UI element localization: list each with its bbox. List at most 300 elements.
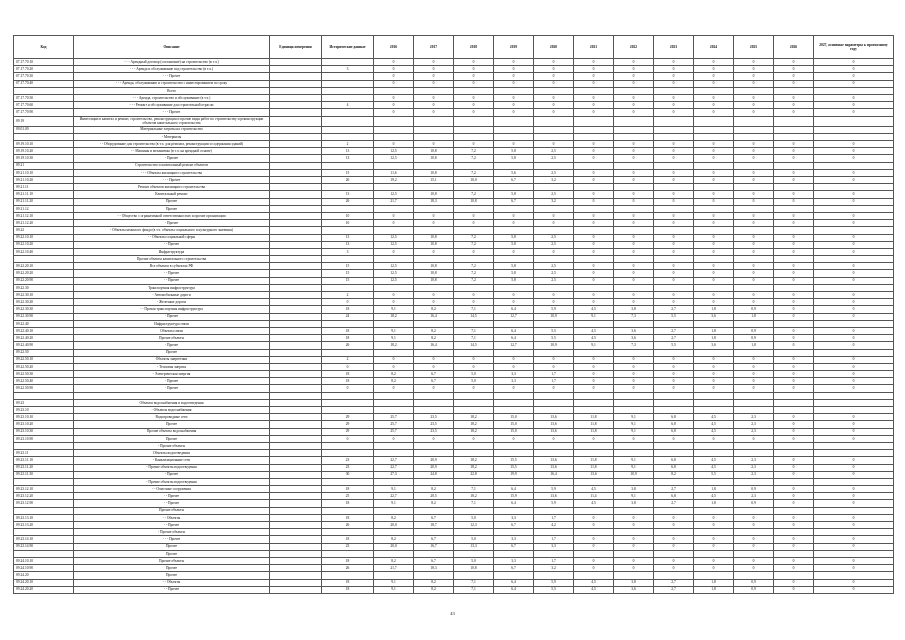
code-cell [14, 392, 74, 399]
table-row [14, 313, 894, 320]
table-row [14, 435, 894, 442]
code-cell: 09.23.10.20 [14, 421, 74, 428]
value-cell [494, 116, 534, 126]
value-cell [574, 392, 614, 399]
value-cell: 23,5 [414, 414, 454, 421]
value-cell: 0 [734, 270, 774, 277]
value-cell: 23 [322, 543, 374, 550]
value-cell: 0 [774, 198, 814, 205]
value-cell: 8,2 [374, 514, 414, 521]
value-cell: 0 [734, 220, 774, 227]
value-cell: 0 [694, 543, 734, 550]
code-cell: 09.21.10.20 [14, 177, 74, 184]
code-cell: 09.23.11.30 [14, 471, 74, 478]
value-cell [414, 572, 454, 579]
code-cell: 09.21.11.10 [14, 191, 74, 198]
description-cell: Прочее [74, 349, 270, 356]
code-cell: 09.21.12.20 [14, 220, 74, 227]
value-cell [454, 116, 494, 126]
value-cell: 0 [734, 356, 774, 363]
value-cell: 0 [734, 73, 774, 80]
value-cell: 29 [322, 421, 374, 428]
value-cell: 6,4 [494, 327, 534, 334]
value-cell: 2,3 [734, 428, 774, 435]
code-cell: 09.21 [14, 162, 74, 169]
value-cell: 0 [814, 421, 894, 428]
value-cell: 0 [814, 313, 894, 320]
value-cell [270, 514, 322, 521]
value-cell: 0 [414, 363, 454, 370]
value-cell [614, 507, 654, 514]
description-cell: - Прочее [74, 471, 270, 478]
value-cell [574, 87, 614, 94]
value-cell: 4,5 [574, 306, 614, 313]
value-cell: 0 [374, 59, 414, 66]
value-cell: 6,8 [654, 457, 694, 464]
value-cell: 0 [734, 363, 774, 370]
table-row [14, 529, 894, 536]
value-cell: 18 [322, 500, 374, 507]
value-cell: 2,3 [734, 464, 774, 471]
value-cell [734, 478, 774, 485]
value-cell [654, 478, 694, 485]
value-cell [814, 87, 894, 94]
value-cell: 0 [414, 80, 454, 87]
value-cell [270, 349, 322, 356]
value-cell: 0 [614, 94, 654, 101]
value-cell: 0 [814, 241, 894, 248]
value-cell: 20,9 [414, 464, 454, 471]
value-cell: 1,8 [734, 342, 774, 349]
value-cell: 11,8 [574, 421, 614, 428]
value-cell: 0 [654, 220, 694, 227]
value-cell: 0 [774, 514, 814, 521]
value-cell [574, 407, 614, 414]
value-cell: 0 [654, 435, 694, 442]
value-cell: 0 [654, 148, 694, 155]
description-cell: - Прочие объекты [74, 529, 270, 536]
table-row [14, 116, 894, 126]
column-header: 2021 [574, 36, 614, 59]
value-cell: 0 [494, 80, 534, 87]
value-cell: 18,2 [454, 428, 494, 435]
value-cell: 0 [534, 141, 574, 148]
value-cell: 10,0 [454, 177, 494, 184]
value-cell: 10,9 [534, 313, 574, 320]
value-cell [534, 126, 574, 133]
value-cell: 0 [454, 220, 494, 227]
value-cell: 0 [774, 292, 814, 299]
value-cell: 26 [322, 565, 374, 572]
value-cell: 0 [614, 435, 654, 442]
value-cell [574, 205, 614, 212]
value-cell: 2,5 [534, 241, 574, 248]
value-cell [814, 256, 894, 263]
value-cell [414, 162, 454, 169]
table-row [14, 586, 894, 593]
value-cell: 0 [774, 327, 814, 334]
value-cell [270, 270, 322, 277]
value-cell [654, 133, 694, 140]
description-cell: Прочее [74, 550, 270, 557]
page-number: 43 [450, 611, 455, 616]
value-cell [774, 227, 814, 234]
value-cell: 0 [534, 94, 574, 101]
value-cell: 0 [494, 141, 534, 148]
value-cell: 0 [734, 514, 774, 521]
column-header: Код [14, 36, 74, 59]
value-cell: 0 [814, 514, 894, 521]
value-cell: 5,0 [454, 557, 494, 564]
value-cell [454, 184, 494, 191]
value-cell [534, 572, 574, 579]
code-cell [14, 478, 74, 485]
description-cell: - - Прочее [74, 522, 270, 529]
table-row [14, 80, 894, 87]
value-cell: 0 [454, 435, 494, 442]
value-cell: 0 [574, 356, 614, 363]
value-cell: 0 [694, 191, 734, 198]
value-cell: 0 [414, 385, 454, 392]
value-cell: 3,2 [534, 565, 574, 572]
value-cell: 6,4 [494, 586, 534, 593]
code-cell: 09.22.50.90 [14, 385, 74, 392]
value-cell [614, 550, 654, 557]
description-cell: - - Объекты [74, 514, 270, 521]
description-cell: Объекты водоотведения [74, 450, 270, 457]
value-cell: 0 [494, 220, 534, 227]
value-cell [774, 349, 814, 356]
value-cell [494, 227, 534, 234]
value-cell: 2,5 [534, 169, 574, 176]
value-cell: 0 [694, 292, 734, 299]
value-cell: 11,4 [574, 493, 614, 500]
description-cell: - - - Прочее [74, 73, 270, 80]
value-cell [734, 87, 774, 94]
value-cell [494, 399, 534, 406]
value-cell: 3,8 [614, 306, 654, 313]
value-cell: 0 [734, 102, 774, 109]
value-cell [734, 227, 774, 234]
value-cell: 0 [814, 80, 894, 87]
value-cell [270, 320, 322, 327]
value-cell: 0 [654, 241, 694, 248]
value-cell: 2,5 [534, 155, 574, 162]
value-cell: 2,5 [534, 191, 574, 198]
code-cell: 09.22.20.10 [14, 263, 74, 270]
value-cell: 1,7 [534, 514, 574, 521]
value-cell: 10,8 [414, 263, 454, 270]
value-cell: 1,7 [534, 371, 574, 378]
value-cell: 0 [774, 493, 814, 500]
value-cell: 2,3 [734, 414, 774, 421]
value-cell: 0 [774, 342, 814, 349]
value-cell: 0 [734, 148, 774, 155]
value-cell [494, 184, 534, 191]
value-cell [270, 371, 322, 378]
value-cell: 0 [734, 234, 774, 241]
value-cell: 4,5 [694, 414, 734, 421]
value-cell: 0 [774, 155, 814, 162]
value-cell: 0 [814, 263, 894, 270]
code-cell: 09.22.30.20 [14, 299, 74, 306]
table-row [14, 133, 894, 140]
value-cell: 3,8 [614, 500, 654, 507]
value-cell [654, 205, 694, 212]
value-cell [494, 442, 534, 449]
description-cell: Прочее [74, 205, 270, 212]
value-cell: 3,3 [494, 557, 534, 564]
value-cell: 0 [694, 385, 734, 392]
value-cell: 0 [614, 109, 654, 116]
value-cell [614, 162, 654, 169]
value-cell: 0 [454, 94, 494, 101]
value-cell: 2,7 [654, 335, 694, 342]
value-cell [270, 586, 322, 593]
value-cell: 10,8 [414, 234, 454, 241]
code-cell: 09.23.11 [14, 450, 74, 457]
value-cell [270, 306, 322, 313]
description-cell: Все объекты в субъектах РФ [74, 263, 270, 270]
value-cell [654, 256, 694, 263]
value-cell [694, 392, 734, 399]
value-cell [654, 116, 694, 126]
table-row [14, 572, 894, 579]
value-cell [654, 450, 694, 457]
value-cell: 0 [374, 292, 414, 299]
value-cell: 1,8 [694, 327, 734, 334]
value-cell: 0 [814, 248, 894, 255]
value-cell: 12,5 [374, 234, 414, 241]
value-cell: 0 [374, 248, 414, 255]
value-cell: 2 [322, 356, 374, 363]
value-cell: 6,7 [414, 514, 454, 521]
value-cell: 2,7 [654, 586, 694, 593]
value-cell [574, 162, 614, 169]
value-cell: 0 [414, 141, 454, 148]
value-cell: 0 [814, 543, 894, 550]
value-cell [454, 399, 494, 406]
value-cell: 1,8 [694, 486, 734, 493]
description-cell: Водопроводные сети [74, 414, 270, 421]
value-cell [534, 550, 574, 557]
value-cell: 0 [454, 385, 494, 392]
value-cell: 7,2 [454, 270, 494, 277]
value-cell [574, 284, 614, 291]
value-cell: 9,1 [614, 414, 654, 421]
description-cell: - Прочие объекты водоотведения [74, 478, 270, 485]
value-cell [270, 356, 322, 363]
value-cell [734, 442, 774, 449]
value-cell [454, 572, 494, 579]
value-cell: 5,8 [494, 191, 534, 198]
value-cell: 0 [614, 73, 654, 80]
value-cell: 7,2 [454, 191, 494, 198]
value-cell: 2,7 [654, 579, 694, 586]
value-cell: 0 [814, 270, 894, 277]
value-cell [694, 478, 734, 485]
value-cell: 15 [322, 277, 374, 284]
code-cell: 09.23.11.10 [14, 457, 74, 464]
value-cell: 26 [322, 522, 374, 529]
table-row [14, 421, 894, 428]
code-cell: 09.22.10.40 [14, 248, 74, 255]
value-cell [270, 421, 322, 428]
value-cell: 0 [814, 234, 894, 241]
value-cell [534, 256, 574, 263]
value-cell: 9,1 [574, 342, 614, 349]
value-cell: 0 [774, 220, 814, 227]
value-cell: 0 [614, 241, 654, 248]
description-cell: - - Оборудование для строительства (в т.ч. для ремонта, реконструкции и содержания зданий) [74, 141, 270, 148]
code-cell: 09.24.10.90 [14, 565, 74, 572]
value-cell: 0 [694, 248, 734, 255]
value-cell: 15 [322, 270, 374, 277]
value-cell: 0 [414, 212, 454, 219]
value-cell [654, 162, 694, 169]
value-cell [270, 94, 322, 101]
value-cell: 18 [322, 486, 374, 493]
value-cell: 22,7 [374, 493, 414, 500]
value-cell: 0 [814, 66, 894, 73]
value-cell: 8,2 [414, 586, 454, 593]
value-cell: 12,7 [494, 342, 534, 349]
value-cell: 0 [694, 356, 734, 363]
value-cell [694, 450, 734, 457]
table-header-row [14, 36, 894, 59]
value-cell: 9,1 [374, 500, 414, 507]
value-cell: 3,6 [694, 342, 734, 349]
description-cell: - - - Прочее [74, 177, 270, 184]
value-cell: 7,1 [454, 500, 494, 507]
value-cell: 0 [614, 356, 654, 363]
description-cell: Материальные затраты на строительство [74, 126, 270, 133]
value-cell: 0 [734, 292, 774, 299]
value-cell [270, 299, 322, 306]
value-cell: 13 [322, 155, 374, 162]
value-cell: 15,5 [494, 457, 534, 464]
value-cell: 4,5 [694, 421, 734, 428]
value-cell [270, 385, 322, 392]
value-cell [374, 184, 414, 191]
value-cell: 2,7 [654, 327, 694, 334]
description-cell: - - Прочее [74, 270, 270, 277]
value-cell: 6,8 [654, 493, 694, 500]
value-cell: 0 [374, 212, 414, 219]
value-cell: 0 [694, 220, 734, 227]
value-cell: 1,8 [734, 313, 774, 320]
value-cell [270, 284, 322, 291]
code-cell: 09.22.30.30 [14, 306, 74, 313]
value-cell: 9,1 [614, 493, 654, 500]
value-cell: 0 [814, 414, 894, 421]
table-row [14, 212, 894, 219]
value-cell [734, 116, 774, 126]
value-cell: 25,7 [374, 421, 414, 428]
value-cell [322, 126, 374, 133]
value-cell: 6,8 [654, 421, 694, 428]
value-cell: 0 [534, 59, 574, 66]
value-cell [494, 507, 534, 514]
value-cell: 5,6 [494, 169, 534, 176]
value-cell: 18,7 [414, 522, 454, 529]
description-cell: - Объекты нежилого фонда (в т.ч. объекты социального и культурного значения) [74, 227, 270, 234]
value-cell [322, 550, 374, 557]
description-cell: Строительство и капитальный ремонт объектов [74, 162, 270, 169]
value-cell: 0 [774, 191, 814, 198]
value-cell: 7,3 [614, 342, 654, 349]
description-cell: Всего [74, 87, 270, 94]
table-row [14, 256, 894, 263]
value-cell: 0 [654, 94, 694, 101]
value-cell: 7,1 [454, 335, 494, 342]
table-row [14, 392, 894, 399]
value-cell: 0 [374, 66, 414, 73]
code-cell: 09.23.12.10 [14, 486, 74, 493]
value-cell [270, 80, 322, 87]
value-cell: 0 [774, 500, 814, 507]
description-cell: - - Прочее [74, 586, 270, 593]
value-cell [270, 442, 322, 449]
value-cell: 0 [814, 522, 894, 529]
code-cell: 09.24.20.10 [14, 579, 74, 586]
value-cell: 0 [774, 557, 814, 564]
table-row [14, 550, 894, 557]
value-cell [614, 478, 654, 485]
value-cell [814, 349, 894, 356]
value-cell: 0 [654, 73, 694, 80]
value-cell [654, 442, 694, 449]
value-cell: 13 [322, 191, 374, 198]
value-cell [414, 184, 454, 191]
value-cell: 13,6 [574, 471, 614, 478]
value-cell [774, 507, 814, 514]
value-cell: 0 [534, 212, 574, 219]
value-cell [574, 184, 614, 191]
value-cell: 0 [654, 270, 694, 277]
value-cell: 0 [654, 565, 694, 572]
table-row [14, 66, 894, 73]
value-cell [454, 320, 494, 327]
value-cell [534, 205, 574, 212]
column-header: 2027, основные параметры к прогнозному году [814, 36, 894, 59]
value-cell: 7,3 [614, 313, 654, 320]
value-cell: 18,2 [374, 313, 414, 320]
value-cell [494, 162, 534, 169]
value-cell: 15,0 [494, 428, 534, 435]
value-cell: 0 [614, 80, 654, 87]
value-cell: 14,5 [454, 342, 494, 349]
data-table [13, 35, 894, 594]
value-cell: 0 [814, 435, 894, 442]
value-cell: 0 [494, 94, 534, 101]
value-cell: 0 [814, 335, 894, 342]
table-row [14, 536, 894, 543]
code-cell: 09.22.50.40 [14, 378, 74, 385]
value-cell: 0 [774, 363, 814, 370]
value-cell: 0 [614, 198, 654, 205]
description-cell: Прочее [74, 565, 270, 572]
value-cell [270, 486, 322, 493]
value-cell [814, 478, 894, 485]
value-cell [270, 191, 322, 198]
value-cell [574, 399, 614, 406]
value-cell [694, 407, 734, 414]
value-cell [814, 116, 894, 126]
code-cell: 09.22.50.30 [14, 371, 74, 378]
value-cell [454, 87, 494, 94]
value-cell: 0 [614, 220, 654, 227]
